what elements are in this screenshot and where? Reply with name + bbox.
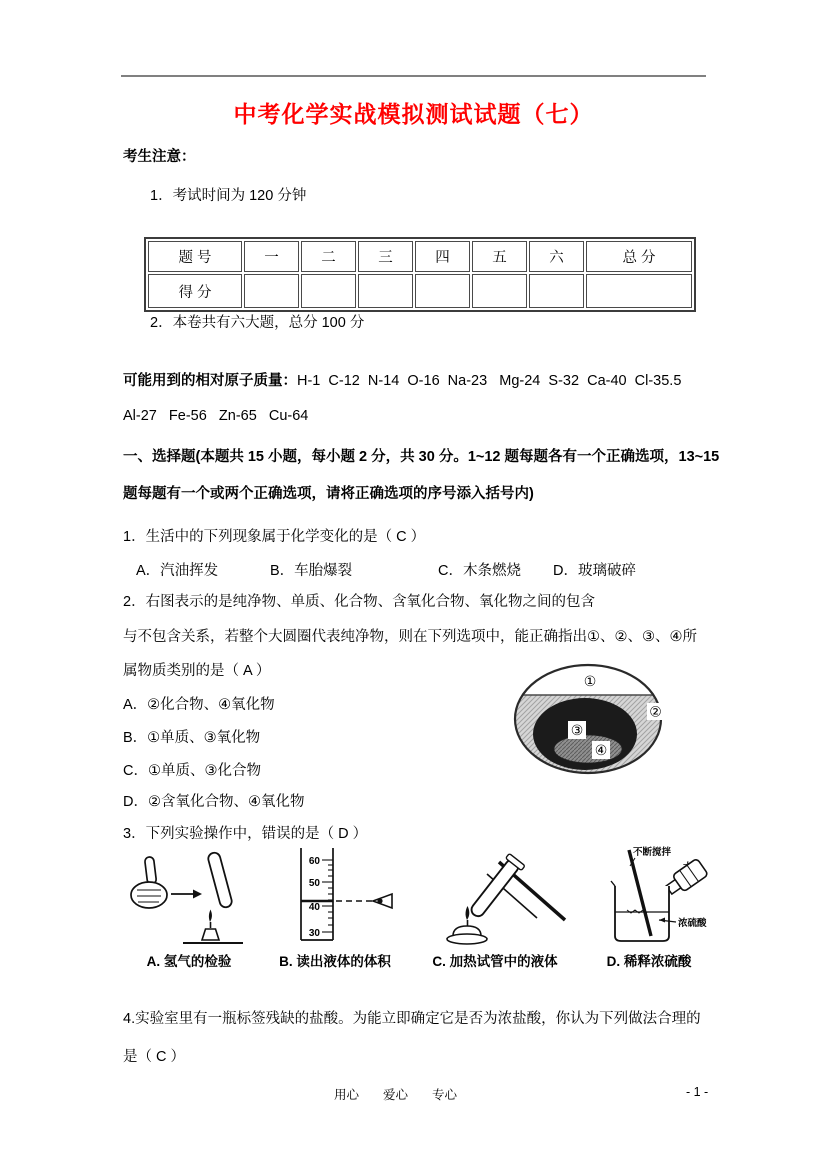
score-cell-empty [472, 274, 527, 308]
q2-line-3: 属物质类别的是（ A ） [123, 663, 271, 679]
stir-annotation: 不断搅拌 [633, 847, 672, 858]
section1-heading-line-2: 题每题有一个或两个正确选项，请将正确选项的序号添入括号内) [123, 486, 534, 502]
test-tube [207, 851, 233, 908]
score-table-col: 六 [529, 241, 584, 272]
page-number: - 1 - [686, 1085, 709, 1099]
q1-option-a: A．汽油挥发 [136, 563, 219, 579]
scale-ticks [322, 860, 333, 932]
score-cell-empty [301, 274, 356, 308]
score-table-col: 三 [358, 241, 413, 272]
footer-motto-3: 专心 [432, 1088, 458, 1102]
q2-line-2: 与不包含关系，若整个大圆圈代表纯净物，则在下列选项中，能正确指出①、②、③、④所 [123, 629, 697, 645]
score-cell-empty [586, 274, 692, 308]
notice-item-1: 1．考试时间为 120 分钟 [150, 188, 307, 204]
tick-label-60: 60 [308, 856, 320, 867]
notice-heading: 考生注意： [123, 149, 196, 165]
q2-option-c: C．①单质、③化合物 [123, 763, 261, 779]
q2-option-b: B．①单质、③氧化物 [123, 730, 261, 746]
tick-label-50: 50 [308, 878, 320, 889]
q2-option-d: D．②含氧化合物、④氧化物 [123, 794, 305, 810]
score-cell-empty [358, 274, 413, 308]
score-cell-empty [529, 274, 584, 308]
diagram-label-1: ① [583, 673, 597, 689]
score-table-row-label: 得 分 [148, 274, 242, 308]
q2-line-1: 2．右图表示的是纯净物、单质、化合物、含氧化合物、氧化物之间的包含 [123, 594, 596, 610]
q1-options [123, 562, 707, 582]
q3-figure-a [123, 844, 255, 970]
q1-stem: 1．生活中的下列现象属于化学变化的是（ C ） [123, 529, 426, 545]
footer-motto [334, 1085, 457, 1103]
footer-motto-2: 爱心 [383, 1088, 409, 1102]
dilute-acid-figure [585, 844, 713, 948]
test-tube [466, 853, 525, 920]
section1-heading-line-1: 一、选择题(本题共 15 小题，每小题 2 分，共 30 分。1~12 题每题各有一个正确选项，13~15 [123, 449, 720, 465]
acid-annotation: 浓硫酸 [678, 918, 707, 929]
substance-classification-diagram [510, 662, 675, 780]
q3-figure-b-caption: B. 读出液体的体积 [279, 954, 391, 969]
eye-icon [373, 894, 392, 908]
region-4-inner-ellipse [554, 735, 622, 763]
atomic-masses-line-1 [123, 372, 681, 390]
q3-figure-c [415, 844, 575, 970]
diagram-label-2: ② [649, 703, 662, 720]
q3-figure-d-caption: D. 稀释浓硫酸 [606, 954, 692, 969]
q4-line-2: 是（ C ） [123, 1049, 186, 1065]
atomic-masses-values: H-1 C-12 N-14 O-16 Na-23 Mg-24 S-32 Ca-40 Cl-35.5 [297, 373, 682, 389]
q3-figure-c-caption: C. 加热试管中的液体 [432, 954, 558, 969]
q3-figures-row [123, 844, 713, 970]
footer-motto-1: 用心 [334, 1088, 360, 1102]
score-table [144, 237, 696, 312]
score-table-col: 五 [472, 241, 527, 272]
page-title: 中考化学实战模拟测试试题（七） [233, 101, 594, 127]
q3-figure-a-caption: A. 氢气的检验 [146, 954, 232, 969]
q1-option-d: D．玻璃破碎 [553, 563, 636, 579]
notice-item-2: 2．本卷共有六大题，总分 100 分 [150, 315, 365, 331]
q3-figure-d [585, 844, 713, 970]
graduated-cylinder-figure [265, 844, 405, 948]
q4-line-1: 4.实验室里有一瓶标签残缺的盐酸。为能立即确定它是否为浓盐酸，你认为下列做法合理的 [123, 1011, 701, 1027]
tick-label-40: 40 [308, 902, 320, 913]
hydrogen-test-figure [123, 844, 255, 948]
heating-test-tube-figure [415, 844, 575, 948]
score-table-col: 四 [415, 241, 470, 272]
score-table-col-total: 总 分 [586, 241, 692, 272]
score-cell-empty [415, 274, 470, 308]
score-cell-empty [244, 274, 299, 308]
q3-figure-b [265, 844, 405, 970]
q1-option-c: C．木条燃烧 [438, 563, 521, 579]
header-rule [121, 75, 706, 77]
atomic-masses-label: 可能用到的相对原子质量： [123, 373, 297, 389]
diagram-label-3: ③ [570, 722, 584, 738]
q3-stem: 3．下列实验操作中，错误的是（ D ） [123, 826, 368, 842]
score-table-col: 一 [244, 241, 299, 272]
arrow-icon [171, 890, 202, 899]
atomic-masses-line-2: Al-27 Fe-56 Zn-65 Cu-64 [123, 408, 309, 424]
hand-icon [131, 856, 167, 908]
q1-option-b: B．车胎爆裂 [270, 563, 353, 579]
diagram-label-4: ④ [594, 742, 608, 758]
score-table-col: 二 [301, 241, 356, 272]
q2-diagram [510, 662, 675, 785]
score-table-header-row [148, 241, 692, 272]
tick-label-30: 30 [308, 928, 320, 939]
alcohol-lamp-icon [202, 910, 219, 941]
q2-option-a: A．②化合物、④氧化物 [123, 697, 275, 713]
score-table-score-row [148, 274, 692, 308]
score-table-header-label: 题 号 [148, 241, 242, 272]
